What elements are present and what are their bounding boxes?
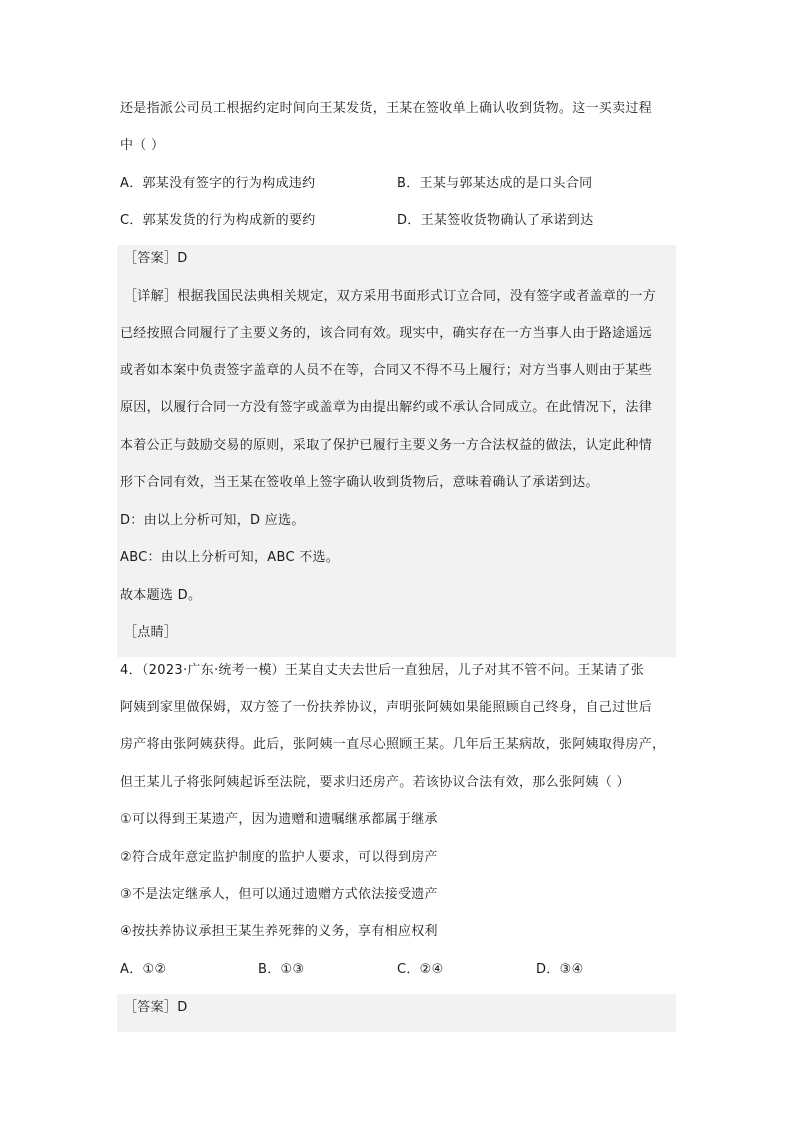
q4-item-4: ④按扶养协议承担王某生养死葬的义务，享有相应权利 <box>120 924 438 939</box>
q3-detail-line-5: 本着公正与鼓励交易的原则，采取了保护已履行主要义务一方合法权益的做法，认定此种情 <box>120 438 653 453</box>
q4-stem-line-4: 但王某儿子将张阿姨起诉至法院，要求归还房产。若该协议合法有效，那么张阿姨（ ） <box>120 775 630 790</box>
q4-stem-line-3: 房产将由张阿姨获得。此后，张阿姨一直尽心照顾王某。几年后王某病故，张阿姨取得房产， <box>120 737 666 752</box>
q4-answer-block <box>117 994 676 1032</box>
q3-detail-line-2: 已经按照合同履行了主要义务的，该合同有效。现实中，确实存在一方当事人由于路途遥远 <box>120 326 653 341</box>
q4-item-1: ①可以得到王某遗产，因为遗赠和遗嘱继承都属于继承 <box>120 812 438 827</box>
q4-option-b: B．①③ <box>258 962 305 977</box>
q3-stem-line-1: 还是指派公司员工根据约定时间向王某发货，王某在签收单上确认收到货物。这一买卖过程 <box>120 101 653 116</box>
q4-option-a: A．①② <box>120 962 167 977</box>
q3-detail-line-7: D：由以上分析可知，D 应选。 <box>120 513 305 528</box>
q3-detail-line-4: 原因，以履行合同一方没有签字或盖章为由提出解约或不承认合同成立。在此情况下，法律 <box>120 400 653 415</box>
q4-option-d: D．③④ <box>536 962 584 977</box>
q3-option-c: C．郭某发货的行为构成新的要约 <box>120 213 316 228</box>
q4-stem-line-2: 阿姨到家里做保姆，双方签了一份扶养协议，声明张阿姨如果能照顾自己终身，自己过世后 <box>120 700 653 715</box>
q4-stem-line-1: 4．（2023·广东·统考一模）王某自丈夫去世后一直独居，儿子对其不管不问。王某请了张 <box>120 663 645 678</box>
q3-comment: ［点睛］ <box>124 625 178 640</box>
q3-detail-line-6: 形下合同有效，当王某在签收单上签字确认收到货物后，意味着确认了承诺到达。 <box>120 475 599 490</box>
q3-option-d: D．王某签收货物确认了承诺到达 <box>397 213 594 228</box>
q3-detail-line-8: ABC：由以上分析可知，ABC 不选。 <box>120 550 340 565</box>
q4-answer: ［答案］D <box>124 1000 188 1015</box>
q4-item-2: ②符合成年意定监护制度的监护人要求，可以得到房产 <box>120 850 438 865</box>
q3-answer: ［答案］D <box>124 251 188 266</box>
q3-detail-line-1: ［详解］根据我国民法典相关规定，双方采用书面形式订立合同，没有签字或者盖章的一方 <box>124 289 657 304</box>
q3-detail-line-9: 故本题选 D。 <box>120 588 202 603</box>
q3-detail-line-3: 或者如本案中负责签字盖章的人员不在等，合同又不得不马上履行；对方当事人则由于某些 <box>120 363 653 378</box>
q4-item-3: ③不是法定继承人，但可以通过遗赠方式依法接受遗产 <box>120 887 438 902</box>
q3-stem-line-2: 中（ ） <box>120 138 165 153</box>
q3-option-b: B．王某与郭某达成的是口头合同 <box>397 176 593 191</box>
q3-option-a: A．郭某没有签字的行为构成违约 <box>120 176 316 191</box>
q4-option-c: C．②④ <box>397 962 444 977</box>
